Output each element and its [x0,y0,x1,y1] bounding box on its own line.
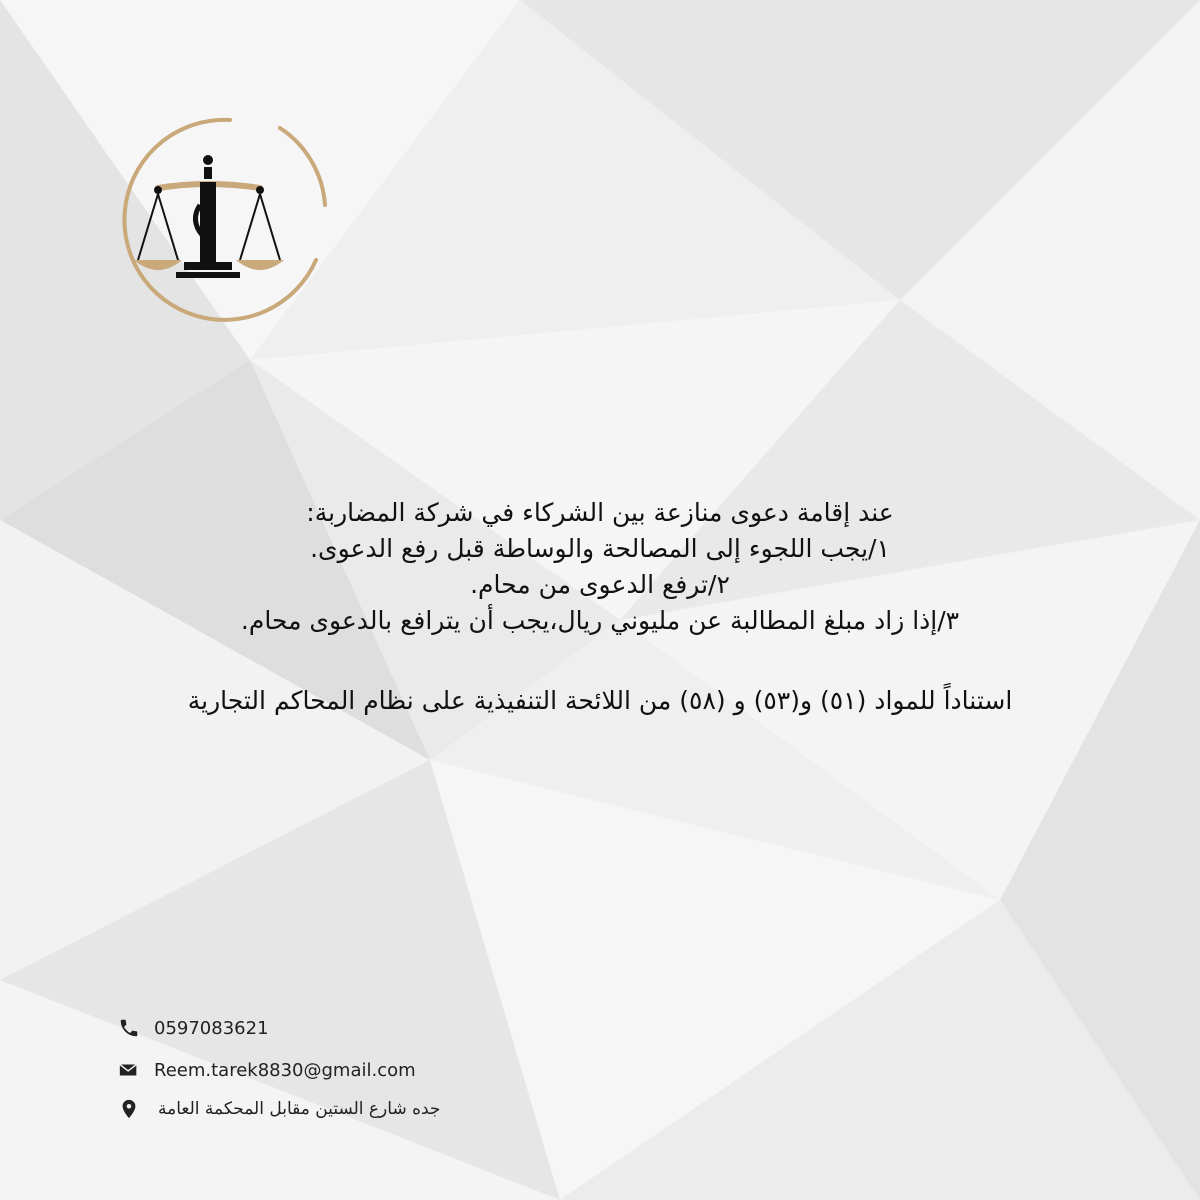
phone-icon [118,1017,140,1039]
scales-of-justice-icon [120,110,340,330]
point-1: ١/يجب اللجوء إلى المصالحة والوساطة قبل رفع الدعوى. [310,534,890,563]
address-text: جده شارع الستين مقابل المحكمة العامة [158,1099,441,1119]
phone-row [118,1014,269,1042]
post-heading: عند إقامة دعوى منازعة بين الشركاء في شركة المضاربة: [306,498,894,527]
email-address[interactable]: Reem.tarek8830@gmail.com [154,1059,416,1081]
point-2: ٢/ترفع الدعوى من محام. [470,570,730,599]
point-3: ٣/إذا زاد مبلغ المطالبة عن مليوني ريال،يجب أن يترافع بالدعوى محام. [240,606,960,635]
location-pin-icon [118,1097,140,1121]
post-text [100,495,1100,719]
address-row [118,1094,440,1124]
legal-citation: استناداً للمواد (٥١) و(٥٣) و (٥٨) من اللائحة التنفيذية على نظام المحاكم التجارية [187,686,1013,715]
phone-number[interactable]: 0597083621 [154,1017,269,1039]
email-row [118,1056,416,1084]
envelope-icon [118,1059,140,1081]
